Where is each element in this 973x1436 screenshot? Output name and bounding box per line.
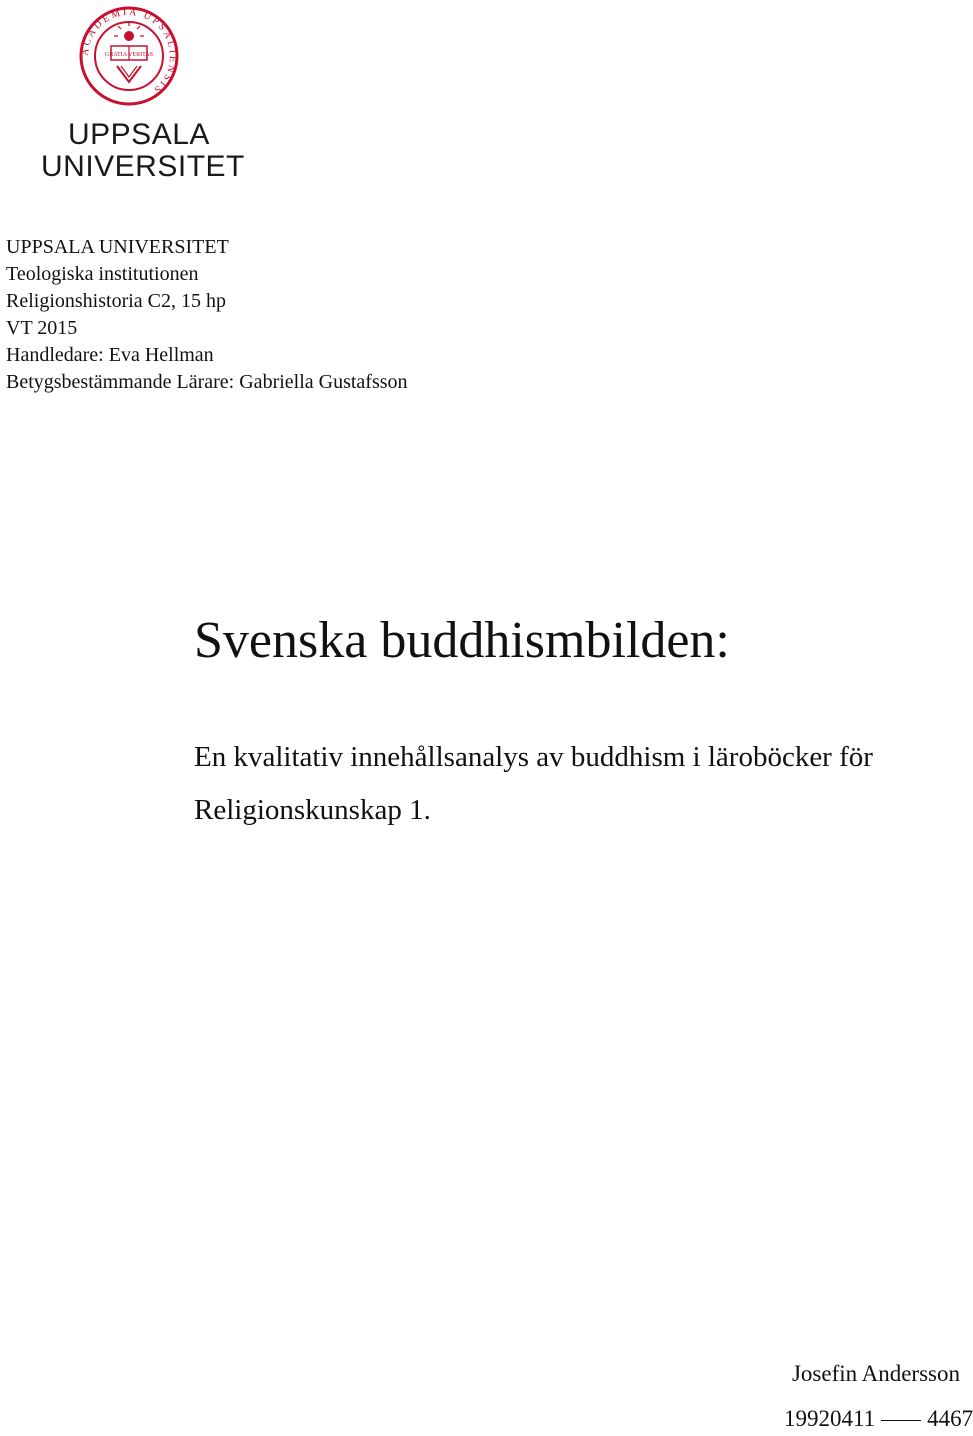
department-name: Teologiska institutionen [6,263,199,285]
logo-wordmark-line2: UNIVERSITET [41,150,245,183]
author-id-number [784,1401,973,1436]
id-separator [881,1420,921,1421]
cover-meta [6,234,408,396]
author-id-right: 4467 [927,1406,973,1431]
seal-ring-text: ACADEMIA UPSALIENSIS [79,6,179,97]
university-seal-icon [41,2,181,117]
subtitle-line-1: En kvalitativ innehållsanalys av buddhism i läroböcker för [194,741,873,773]
logo-wordmark-line1: UPPSALA [68,118,210,151]
subtitle-line-2: Religionskunskap 1. [194,794,431,826]
course-name: Religionshistoria C2, 15 hp [6,290,226,312]
university-name: UPPSALA UNIVERSITET [6,236,229,258]
term: VT 2015 [6,317,78,339]
author-id-left: 19920411 [784,1406,876,1431]
supervisor: Handledare: Eva Hellman [6,344,214,366]
seal-inner-text: GRATIA VERITAS [105,52,153,58]
author-name: Josefin Andersson [791,1361,960,1386]
examiner: Betygsbestämmande Lärare: Gabriella Gustafsson [6,371,408,393]
thesis-subtitle [194,731,914,837]
thesis-title: Svenska buddhismbilden: [194,612,730,669]
